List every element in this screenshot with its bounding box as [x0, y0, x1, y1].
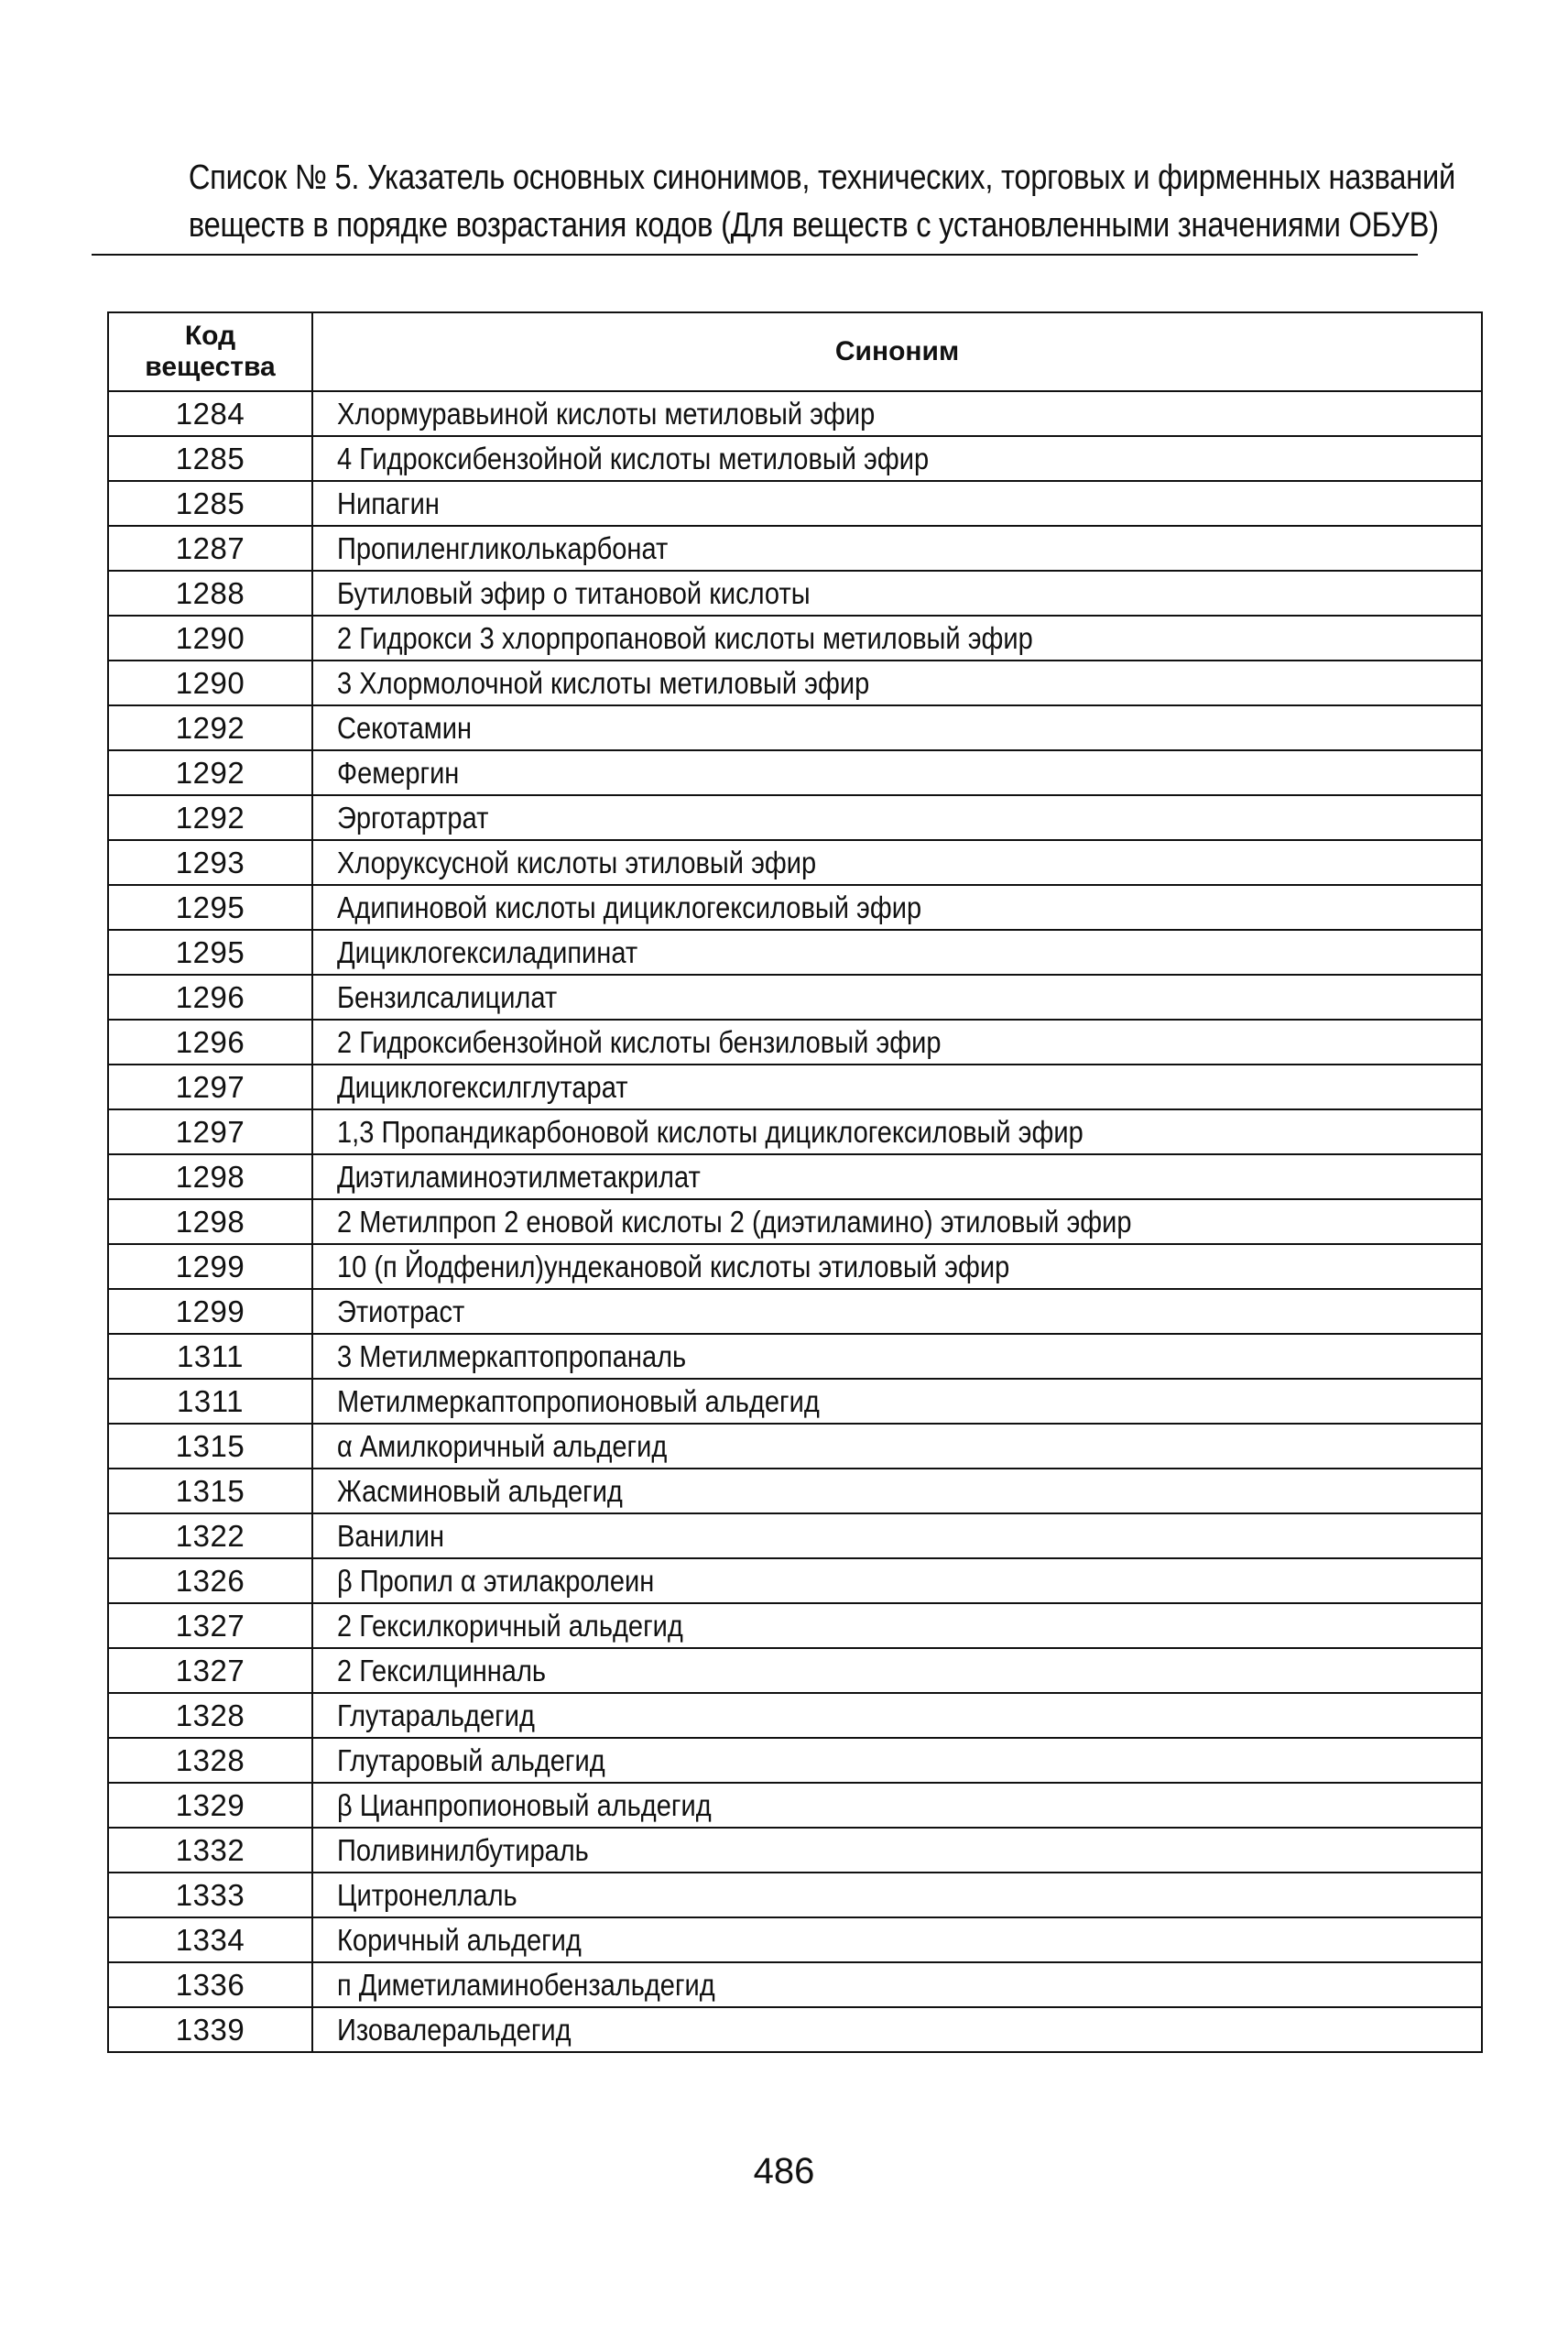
synonym-cell: [312, 1603, 1482, 1648]
code-cell: 1290: [108, 661, 312, 705]
code-cell: 1287: [108, 526, 312, 571]
code-cell: 1284: [108, 391, 312, 436]
table-row: [108, 1962, 1482, 2007]
table-row: [108, 1379, 1482, 1424]
table-row: [108, 1648, 1482, 1693]
synonym-text: β Пропил α этилакролеин: [337, 1564, 655, 1598]
header-code-line-2: вещества: [145, 352, 276, 382]
code-cell: 1334: [108, 1917, 312, 1962]
synonym-text: Адипиновой кислоты дициклогексиловый эфир: [337, 890, 922, 924]
code-cell: 1336: [108, 1962, 312, 2007]
synonym-cell: [312, 930, 1482, 975]
code-cell: 1315: [108, 1469, 312, 1513]
table-row: [108, 840, 1482, 885]
synonym-text: 3 Хлормолочной кислоты метиловый эфир: [337, 666, 870, 700]
title-line-2: веществ в порядке возрастания кодов (Для веществ с установленными значениями ОБУВ): [188, 206, 1439, 245]
table-row: [108, 571, 1482, 616]
synonym-text: Эрготартрат: [337, 801, 489, 835]
table-row: [108, 1244, 1482, 1289]
synonym-text: β Цианпропионовый альдегид: [337, 1788, 712, 1822]
synonym-cell: [312, 1558, 1482, 1603]
table-row: [108, 1917, 1482, 1962]
table-row: [108, 1873, 1482, 1917]
code-cell: 1327: [108, 1648, 312, 1693]
synonym-text: Глутаральдегид: [337, 1698, 535, 1732]
table-row: [108, 1065, 1482, 1109]
code-cell: 1285: [108, 436, 312, 481]
synonym-cell: [312, 1199, 1482, 1244]
code-cell: 1332: [108, 1828, 312, 1873]
table-row: [108, 436, 1482, 481]
code-cell: 1298: [108, 1154, 312, 1199]
synonym-text: 3 Метилмеркаптопропаналь: [337, 1339, 687, 1373]
table-row: [108, 1289, 1482, 1334]
code-cell: 1299: [108, 1244, 312, 1289]
synonym-cell: [312, 750, 1482, 795]
code-cell: 1296: [108, 975, 312, 1020]
synonym-cell: [312, 1873, 1482, 1917]
table-row: [108, 1828, 1482, 1873]
synonym-text: 2 Гексилкоричный альдегид: [337, 1609, 683, 1643]
synonym-text: Хлоруксусной кислоты этиловый эфир: [337, 846, 817, 879]
table-row: [108, 1334, 1482, 1379]
table-row: [108, 795, 1482, 840]
synonym-cell: [312, 1828, 1482, 1873]
synonym-cell: [312, 1469, 1482, 1513]
synonym-cell: [312, 1424, 1482, 1469]
synonym-table: [107, 311, 1483, 2053]
synonym-text: Дициклогексиладипинат: [337, 935, 638, 969]
synonym-text: Этиотраст: [337, 1294, 465, 1328]
code-cell: 1293: [108, 840, 312, 885]
document-title: [188, 154, 1455, 249]
synonym-cell: [312, 1783, 1482, 1828]
code-cell: 1295: [108, 885, 312, 930]
synonym-text: Поливинилбутираль: [337, 1833, 589, 1867]
synonym-cell: [312, 1379, 1482, 1424]
synonym-cell: [312, 526, 1482, 571]
synonym-text: п Диметиламинобензальдегид: [337, 1968, 715, 2002]
synonym-cell: [312, 1693, 1482, 1738]
synonym-cell: [312, 1244, 1482, 1289]
code-cell: 1328: [108, 1693, 312, 1738]
code-cell: 1311: [108, 1334, 312, 1379]
synonym-cell: [312, 1917, 1482, 1962]
code-cell: 1311: [108, 1379, 312, 1424]
table-row: [108, 1109, 1482, 1154]
synonym-cell: [312, 1065, 1482, 1109]
synonym-cell: [312, 661, 1482, 705]
table-row: [108, 1603, 1482, 1648]
table-row: [108, 885, 1482, 930]
synonym-cell: [312, 1109, 1482, 1154]
synonym-text: Коричный альдегид: [337, 1923, 582, 1957]
table-row: [108, 1199, 1482, 1244]
table-row: [108, 1783, 1482, 1828]
code-cell: 1322: [108, 1513, 312, 1558]
synonym-text: 10 (п Йодфенил)ундекановой кислоты этиловый эфир: [337, 1250, 1010, 1283]
code-cell: 1297: [108, 1109, 312, 1154]
synonym-cell: [312, 571, 1482, 616]
table-row: [108, 705, 1482, 750]
table-body: [108, 391, 1482, 2052]
synonym-text: Нипагин: [337, 486, 440, 520]
table-row: [108, 975, 1482, 1020]
code-cell: 1295: [108, 930, 312, 975]
header-synonym: Синоним: [312, 312, 1482, 391]
synonym-text: Хлормуравьиной кислоты метиловый эфир: [337, 397, 876, 431]
synonym-cell: [312, 616, 1482, 661]
code-cell: 1299: [108, 1289, 312, 1334]
synonym-cell: [312, 2007, 1482, 2052]
code-cell: 1327: [108, 1603, 312, 1648]
synonym-text: Дициклогексилглутарат: [337, 1070, 628, 1104]
code-cell: 1333: [108, 1873, 312, 1917]
synonym-text: Секотамин: [337, 711, 473, 745]
code-cell: 1296: [108, 1020, 312, 1065]
code-cell: 1292: [108, 750, 312, 795]
synonym-cell: [312, 1648, 1482, 1693]
table-row: [108, 2007, 1482, 2052]
synonym-cell: [312, 1020, 1482, 1065]
code-cell: 1288: [108, 571, 312, 616]
table-row: [108, 1424, 1482, 1469]
synonym-text: 2 Гидрокси 3 хлорпропановой кислоты метиловый эфир: [337, 621, 1033, 655]
code-cell: 1297: [108, 1065, 312, 1109]
code-cell: 1328: [108, 1738, 312, 1783]
table-row: [108, 750, 1482, 795]
table-row: [108, 661, 1482, 705]
synonym-cell: [312, 1334, 1482, 1379]
synonym-cell: [312, 975, 1482, 1020]
synonym-cell: [312, 1738, 1482, 1783]
synonym-cell: [312, 1154, 1482, 1199]
table-row: [108, 526, 1482, 571]
synonym-cell: [312, 1289, 1482, 1334]
code-cell: 1292: [108, 705, 312, 750]
synonym-text: Бензилсалицилат: [337, 980, 558, 1014]
code-cell: 1292: [108, 795, 312, 840]
table-row: [108, 481, 1482, 526]
table-row: [108, 1738, 1482, 1783]
code-cell: 1326: [108, 1558, 312, 1603]
synonym-cell: [312, 481, 1482, 526]
synonym-text: Бутиловый эфир о титановой кислоты: [337, 576, 811, 610]
synonym-text: Глутаровый альдегид: [337, 1743, 605, 1777]
code-cell: 1339: [108, 2007, 312, 2052]
table-header-row: [108, 312, 1482, 391]
page-number: 486: [753, 2151, 815, 2191]
synonym-cell: [312, 1962, 1482, 2007]
table-row: [108, 1020, 1482, 1065]
table-row: [108, 1693, 1482, 1738]
synonym-text: Цитронеллаль: [337, 1878, 517, 1912]
synonym-text: Ванилин: [337, 1519, 444, 1553]
table-row: [108, 1469, 1482, 1513]
synonym-text: 2 Гексилцинналь: [337, 1654, 547, 1687]
synonym-cell: [312, 840, 1482, 885]
header-code-line-1: Код: [184, 321, 236, 351]
synonym-cell: [312, 795, 1482, 840]
code-cell: 1329: [108, 1783, 312, 1828]
header-code: [108, 312, 312, 391]
table-row: [108, 391, 1482, 436]
synonym-text: Метилмеркаптопропионовый альдегид: [337, 1384, 820, 1418]
synonym-text: Диэтиламиноэтилметакрилат: [337, 1160, 701, 1194]
title-line-1: Список № 5. Указатель основных синонимов, технических, торговых и фирменных названий: [188, 158, 1455, 197]
synonym-cell: [312, 705, 1482, 750]
title-underline: [92, 254, 1418, 256]
synonym-text: Пропиленгликолькарбонат: [337, 531, 669, 565]
synonym-cell: [312, 436, 1482, 481]
table-row: [108, 1513, 1482, 1558]
table-row: [108, 1558, 1482, 1603]
synonym-cell: [312, 391, 1482, 436]
code-cell: 1290: [108, 616, 312, 661]
code-cell: 1315: [108, 1424, 312, 1469]
code-cell: 1298: [108, 1199, 312, 1244]
synonym-cell: [312, 885, 1482, 930]
synonym-text: 2 Метилпроп 2 еновой кислоты 2 (диэтиламино) этиловый эфир: [337, 1205, 1132, 1239]
synonym-text: Изовалеральдегид: [337, 2013, 572, 2047]
synonym-text: 2 Гидроксибензойной кислоты бензиловый эфир: [337, 1025, 942, 1059]
table-row: [108, 616, 1482, 661]
code-cell: 1285: [108, 481, 312, 526]
synonym-text: Фемергин: [337, 756, 460, 790]
table-row: [108, 930, 1482, 975]
synonym-cell: [312, 1513, 1482, 1558]
synonym-text: Жасминовый альдегид: [337, 1474, 623, 1508]
table-row: [108, 1154, 1482, 1199]
synonym-text: α Амилкоричный альдегид: [337, 1429, 668, 1463]
synonym-text: 1,3 Пропандикарбоновой кислоты дициклогексиловый эфир: [337, 1115, 1083, 1149]
synonym-text: 4 Гидроксибензойной кислоты метиловый эфир: [337, 442, 930, 475]
